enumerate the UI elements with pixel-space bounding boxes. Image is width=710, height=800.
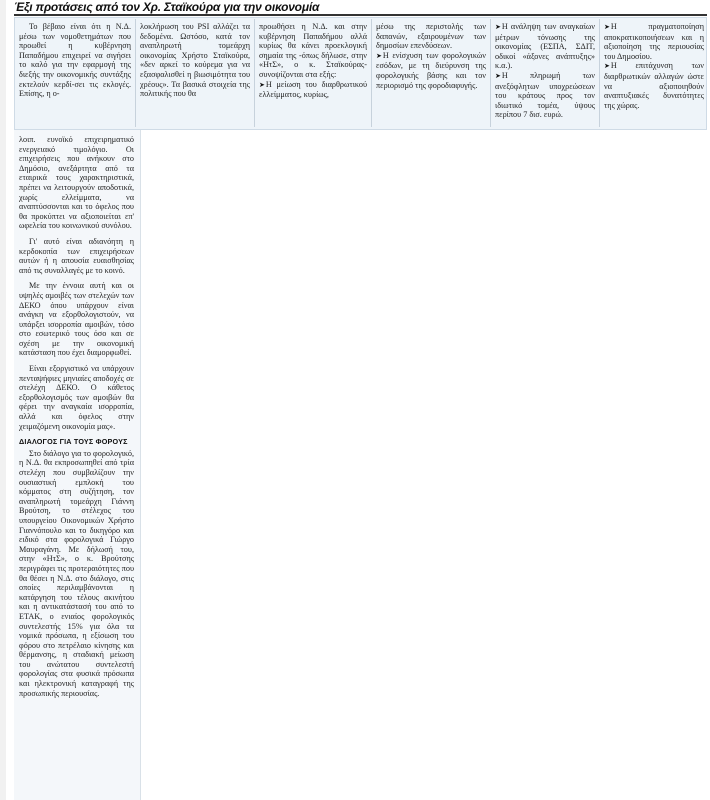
long-column-paragraph-2: Γι' αυτό είναι αδιανόητη η κερδοκοπία των επιχειρήσεων αυτών ή η απουσία ευαισθησίας από τις συναλλαγές με το κοινό. xyxy=(19,236,134,275)
long-column-paragraph-3: Με την έννοια αυτή και οι υψηλές αμοιβές των στελεχών των ΔΕΚΟ όπου υπάρχουν είναι ανάγκη να εξορθολογιστούν, να υπάρξει ισορροπία αμοιβών, τόσο στο εσωτερικό τους όσο και σε σχέση με την οικονομική κατάσταση που έχει διαμορφωθεί. xyxy=(19,281,134,358)
column-4-bullet: ➤ Η ενίσχυση των φορολογικών εσόδων, με τη διεύρυνση της φορολογικής βάσης και τον περιορισμό της φοροδιαφυγής. xyxy=(376,51,486,90)
column-5-bullet-2: ➤ Η πληρωμή των ανεξόφλητων υποχρεώσεων του κράτους προς τον ιδιωτικό τομέα, ύψους περίπου 7 δισ. ευρώ. xyxy=(495,71,595,120)
section-subheading: ΔΙΑΛΟΓΟΣ ΓΙΑ ΤΟΥΣ ΦΟΡΟΥΣ xyxy=(19,437,128,447)
column-5 xyxy=(495,22,595,128)
long-column-paragraph-4: Είναι εξοργιστικό να υπάρχουν πενταψήφιες μηνιαίες αποδοχές σε στελέχη ΔΕΚΟ. Ο κάθετος εξορθολογισμός των αμοιβών θα φέρει την αναγκαία ισορροπία, αλλά και όφελος στην χειμαζόμενη οικονομία μας». xyxy=(19,364,134,431)
column-divider xyxy=(599,19,600,127)
column-2-paragraph: λοκλήρωση του PSI αλλάζει τα δεδομένα. Ωστόσο, κατά τον αναπληρωτή τομεάρχη οικονομίας Χρήστο Σταϊκούρα, «δεν αρκεί το κούρεμα για να εξασφαλισθεί η βιωσιμότητα του χρέους». Τα βασικά στοιχεία της πολιτικής που θα xyxy=(140,22,250,99)
column-divider xyxy=(371,19,372,127)
column-3-bullet: ➤ Η μείωση του διαρθρωτικού ελλείμματος, κυρίως, xyxy=(259,80,367,100)
column-3 xyxy=(259,22,367,128)
long-column-paragraph-1: λοιπ. ευνοϊκό επιχειρηματικό ενεργειακό τιμολόγιο. Οι επιχειρήσεις που ανήκουν στο Δημόσιο, ανεξάρτητα από τα εταιρικά τους χαρακτηριστικά, πρέπει να λειτουργούν αποδοτικά, χωρίς ελλείμματα, να αναπτύσσονται και το όφελος που θα προκύπτει να αξιοποιείται επ' ωφελεία του κοινωνικού συνόλου. xyxy=(19,135,134,231)
column-6-bullet-1: ➤ Η πραγματοποίηση αποκρατικοποιήσεων και η αξιοποίηση της περιουσίας του Δημοσίου. xyxy=(604,22,704,61)
long-column-paragraph-5: Στο διάλογο για το φορολογικό, η Ν.Δ. θα εκπροσωπηθεί από τρία στελέχη που συμβαλίζουν την ουσιαστική εμπλοκή του κόμματος στη συζήτηση, τον αναπληρωτή τομεάρχη Γιάννη Βρούτση, το στέλεχος του υπουργείου Οικονομικών Χρήστο Γιαννόπουλο και το δικηγόρο και ειδικό στα φορολογικά Γιώργο Μαυραγάνη. Με δήλωσή του, στην «ΗτΣ», ο κ. Βρούτσης περιγράφει τις προτεραιότητες που θα θέσει η Ν.Δ. στο διάλογο, στις οποίες περιλαμβάνονται η κατάργηση του τέλους ακινήτου και η αντικατάστασή του από το ΕΤΑΚ, ο ενιαίος φορολογικός συντελεστής 15% για όλα τα νομικά πρόσωπα, η εξίσωση του φόρου στο πετρέλαιο κίνησης και θέρμανσης, η σταδιακή μείωση του ανώτατου συντελεστή φορολογίας στα φυσικά πρόσωπα και ηλεκτρονική καταγραφή της προσωπικής περιουσίας. xyxy=(19,448,134,698)
column-1-paragraph: Το βέβαιο είναι ότι η Ν.Δ. μέσω των νομοθετημάτων που προωθεί η κυβέρνηση Παπαδήμου επιχειρεί να σιγήσει το καλό για την εφαρμογή της διεξής την οικονομικής συντάξης εκτελούν κερδί-σει τις εκλογές. Επίσης, η ο- xyxy=(19,22,131,99)
paper-edge xyxy=(0,0,6,800)
column-5-bullet-1: ➤ Η ανάληψη των αναγκαίων μέτρων τόνωσης της οικονομίας (ΕΣΠΑ, ΣΔΙΤ, οδικοί «άξονες ανάπτυξης» κ.α.). xyxy=(495,22,595,71)
column-2 xyxy=(140,22,250,128)
column-4 xyxy=(376,22,486,128)
headline-rule xyxy=(14,14,707,16)
column-divider xyxy=(135,19,136,127)
column-divider xyxy=(254,19,255,127)
column-6 xyxy=(604,22,704,128)
column-1 xyxy=(19,22,131,128)
column-6-bullet-2: ➤ Η επιτάχυνση των διαρθρωτικών αλλαγών ώστε να αξιοποιηθούν αναπτυξιακές δυνατότητες της χώρας. xyxy=(604,61,704,110)
column-divider xyxy=(490,19,491,127)
column-4-paragraph: μέσω της περιστολής των δαπανών, εξαιρουμένων των δημοσίων επενδύσεων. xyxy=(376,22,486,51)
column-3-paragraph: προωθήσει η Ν.Δ. και στην κυβέρνηση Παπαδήμου αλλά κυρίως θα κάνει προεκλογική σημαία της -όπως δήλωσε, στην «ΗτΣ», ο κ. Σταϊκούρας-συνοψίζονται στα εξής: xyxy=(259,22,367,79)
long-column xyxy=(19,135,134,800)
headline: Έξι προτάσεις από τον Χρ. Σταϊκούρα για την οικονομία xyxy=(14,0,320,14)
